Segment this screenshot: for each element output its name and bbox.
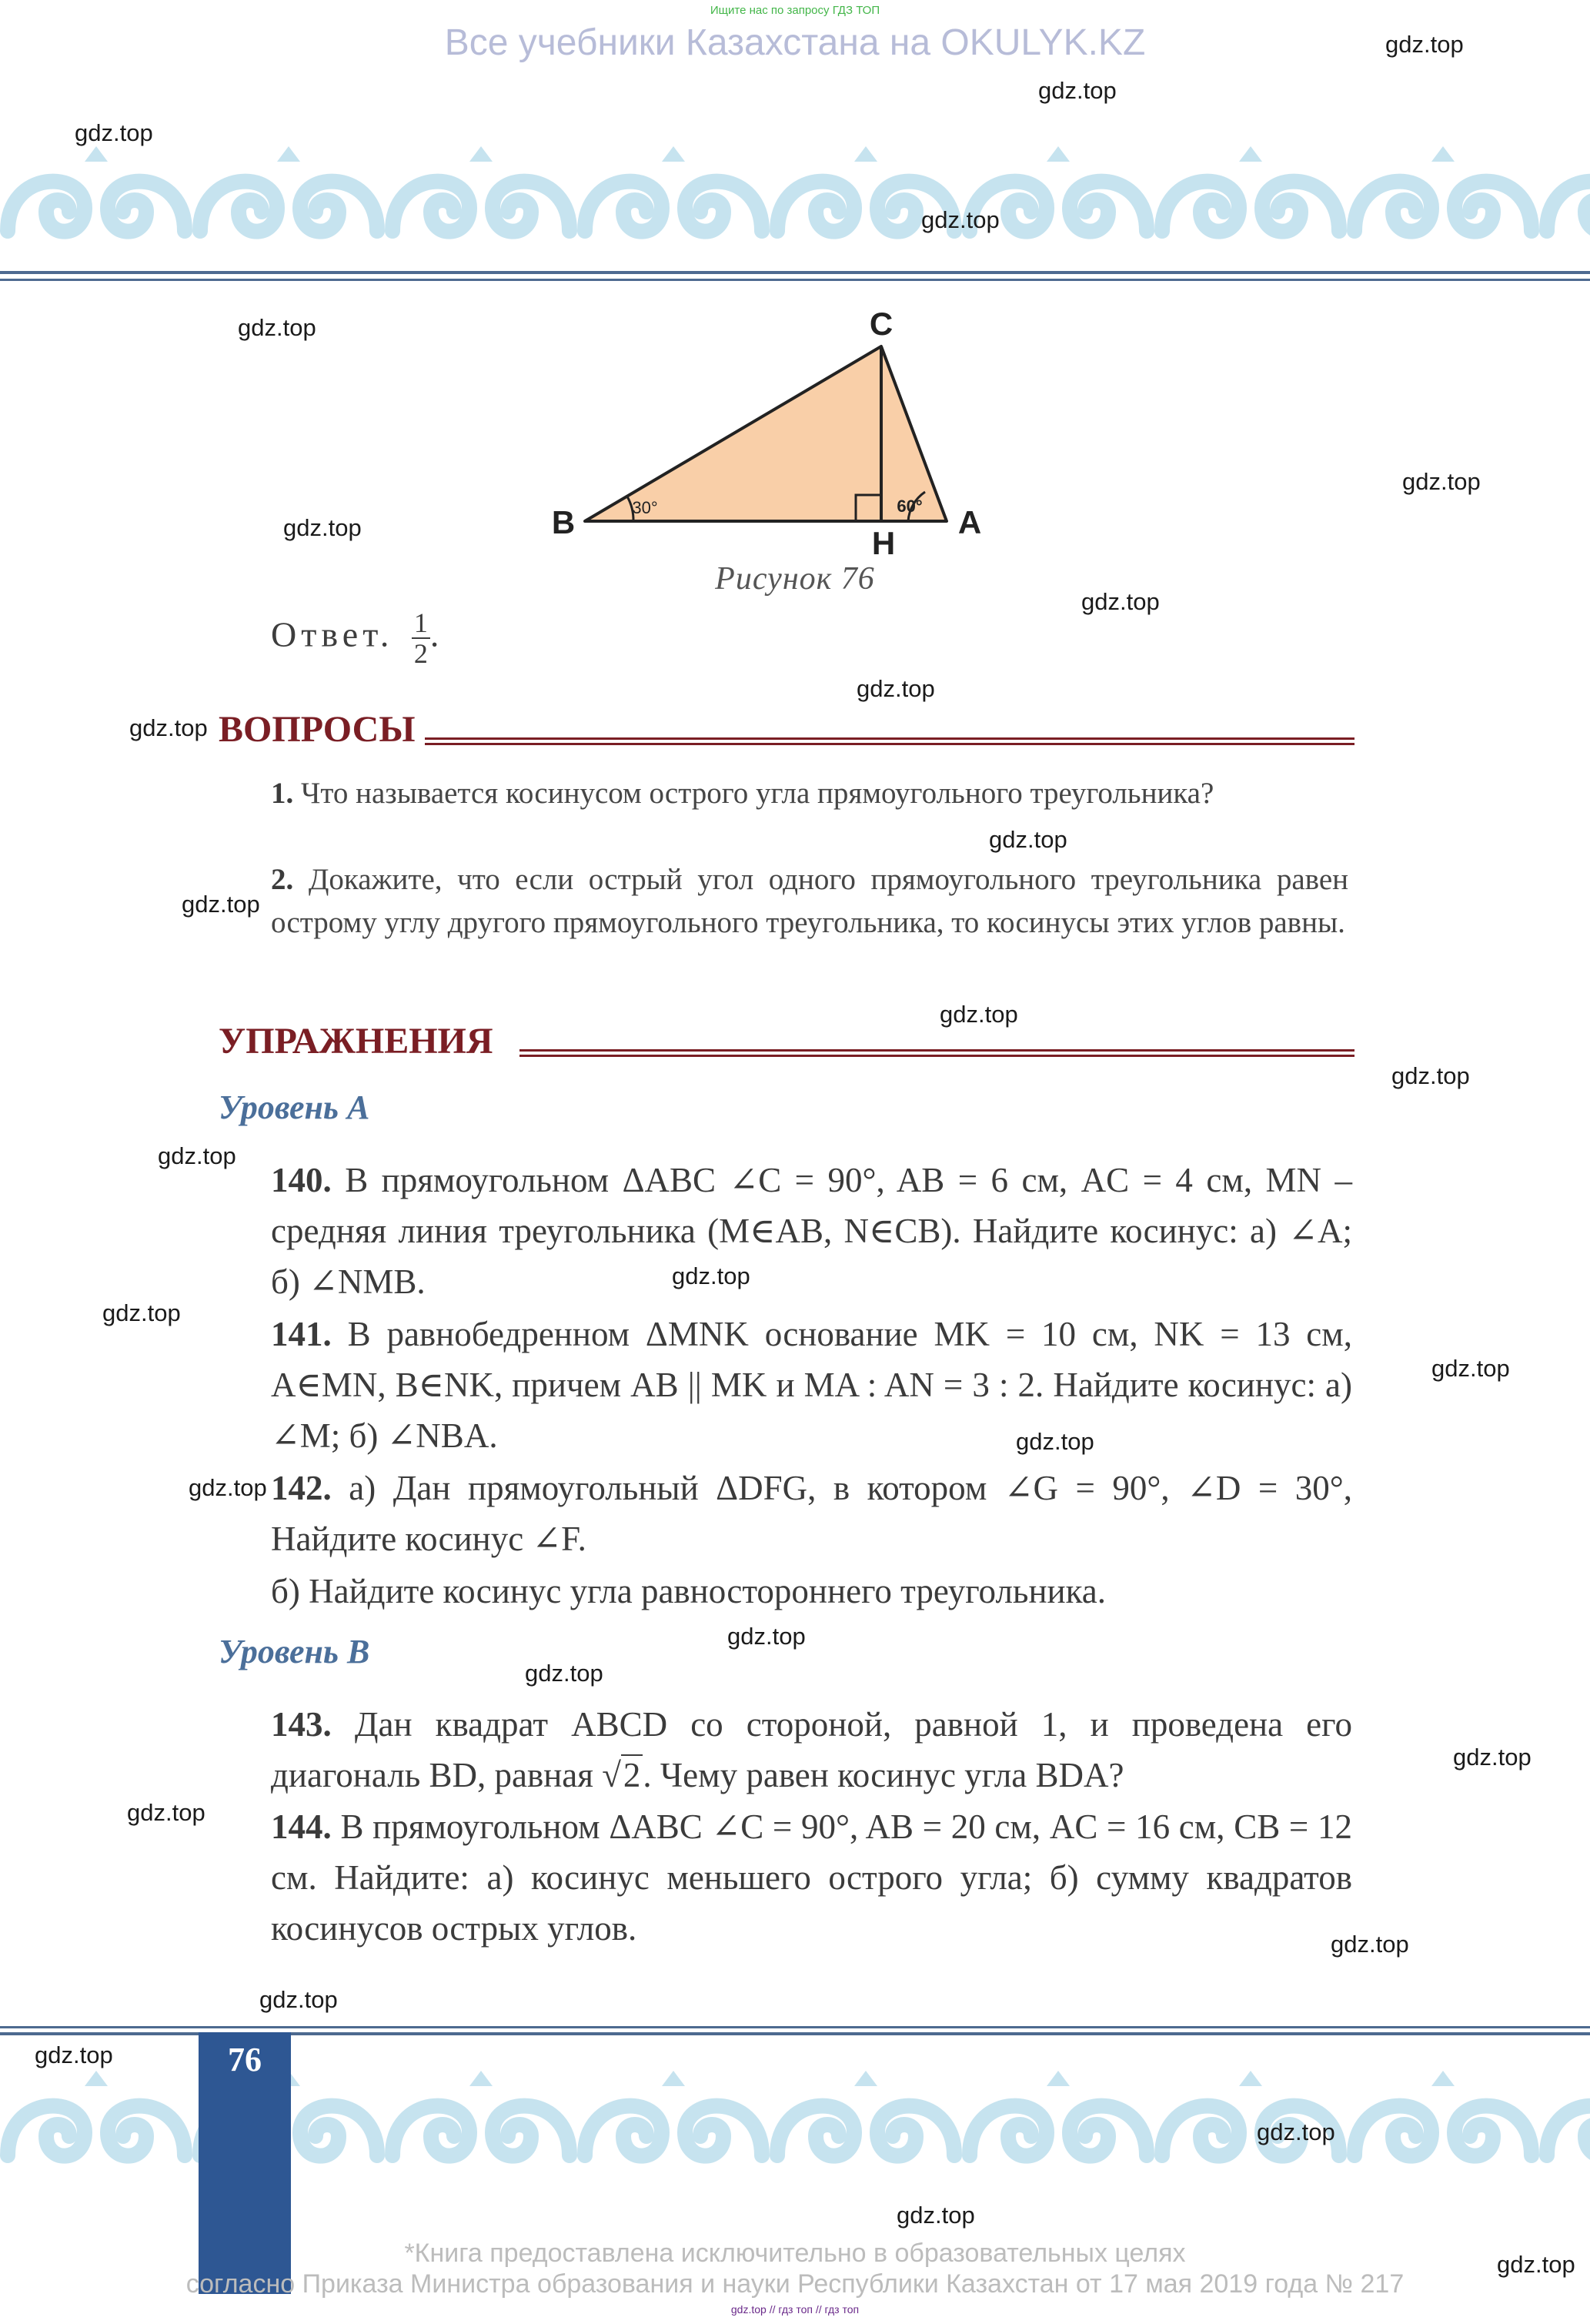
bottom-divider-thin (0, 2026, 1590, 2028)
watermark: gdz.top (672, 1262, 750, 1289)
watermark: gdz.top (75, 119, 153, 146)
sqrt-value: 2 (621, 1754, 643, 1794)
watermark: gdz.top (1431, 1355, 1510, 1382)
label-h: H (871, 525, 896, 561)
top-ornament-band (0, 139, 1590, 269)
site-title: Все учебники Казахстана на OKULYK.KZ (444, 22, 1146, 63)
exercise-140-number: 140. (271, 1161, 332, 1199)
watermark: gdz.top (989, 826, 1067, 853)
angle-b-value: 30° (632, 498, 658, 517)
sqrt-expression: √2 (602, 1754, 643, 1794)
label-c: C (869, 306, 894, 342)
watermark: gdz.top (727, 1623, 806, 1650)
exercises-heading: УПРАЖНЕНИЯ (219, 1021, 493, 1062)
exercise-143 (271, 1699, 1352, 1801)
answer-end: . (429, 614, 444, 654)
watermark: gdz.top (182, 891, 260, 918)
question-2-number: 2. (271, 863, 294, 896)
top-divider-thin (0, 279, 1590, 281)
watermark: gdz.top (1385, 31, 1464, 58)
exercise-143-number: 143. (271, 1705, 332, 1744)
page-number: 76 (228, 2041, 262, 2078)
watermark: gdz.top (129, 714, 208, 741)
watermark: gdz.top (1331, 1931, 1409, 1958)
exercise-141-number: 141. (271, 1315, 332, 1353)
watermark: gdz.top (35, 2041, 113, 2068)
level-a-heading: Уровень А (219, 1088, 370, 1126)
label-b: B (551, 504, 576, 540)
answer-fraction (412, 608, 430, 668)
level-b-heading: Уровень В (219, 1633, 370, 1670)
exercise-144-number: 144. (271, 1807, 332, 1846)
exercise-142-number: 142. (271, 1469, 332, 1507)
question-1-number: 1. (271, 777, 294, 810)
exercise-141-text: В равнобедренном ΔMNK основание MK = 10 см, NK = 13 см, A∈MN, B∈NK, причем AB || MK и MA : AN = 3 : 2. Найдите косинус: а) ∠M; б) ∠NBA. (271, 1315, 1353, 1455)
question-1 (271, 772, 1348, 815)
top-note: Ищите нас по запросу ГДЗ ТОП (710, 4, 880, 17)
watermark: gdz.top (189, 1474, 267, 1501)
footer-line-3: gdz.top // гдз топ // гдз топ (730, 2303, 860, 2316)
watermark: gdz.top (1391, 1062, 1470, 1089)
label-a: A (957, 504, 982, 540)
top-divider (0, 271, 1590, 274)
question-2-text: Докажите, что если острый угол одного прямоугольного треугольника равен острому углу другого прямоугольного треугольника, то косинусы этих углов равны. (271, 863, 1348, 939)
exercise-142-b: б) Найдите косинус угла равностороннего треугольника. (271, 1572, 1107, 1610)
footer-line-2: согласно Приказа Министра образования и науки Республики Казахстан от 17 мая 2019 года № 217 (185, 2269, 1405, 2299)
watermark: gdz.top (1257, 2118, 1335, 2145)
figure-caption: Рисунок 76 (715, 561, 875, 597)
answer (271, 608, 443, 668)
watermark: gdz.top (525, 1660, 603, 1687)
exercise-140-text: В прямоугольном ΔABC ∠C = 90°, AB = 6 см, AC = 4 см, MN – средняя линия треугольника (M∈AB, N∈CB). Найдите косинус: а) ∠A; б) ∠NMB. (271, 1161, 1352, 1301)
question-1-text: Что называется косинусом острого угла прямоугольного треугольника? (301, 777, 1214, 810)
exercise-144 (271, 1801, 1352, 1954)
fraction-numerator: 1 (412, 608, 430, 639)
watermark: gdz.top (102, 1299, 181, 1326)
watermark: gdz.top (283, 514, 362, 541)
exercise-143-end: . Чему равен косинус угла BDA? (643, 1756, 1124, 1794)
triangle-abc (585, 346, 947, 521)
exercise-144-text: В прямоугольном ΔABC ∠C = 90°, AB = 20 см, AC = 16 см, CB = 12 см. Найдите: а) косинус меньшего острого угла; б) сумму квадратов косинусов острых углов. (271, 1807, 1352, 1948)
questions-heading: ВОПРОСЫ (219, 709, 416, 750)
exercise-143-text: Дан квадрат ABCD со стороной, равной 1, и проведена его диагональ BD, равная (271, 1705, 1352, 1794)
exercise-141 (271, 1309, 1352, 1461)
watermark: gdz.top (1081, 588, 1160, 615)
question-2 (271, 858, 1348, 945)
exercise-142-text: а) Дан прямоугольный ΔDFG, в котором ∠G = 90°, ∠D = 30°, Найдите косинус ∠F. (271, 1469, 1352, 1558)
fraction-denominator: 2 (413, 638, 428, 669)
watermark: gdz.top (1402, 468, 1481, 495)
watermark: gdz.top (1453, 1744, 1532, 1771)
angle-a-value: 60° (897, 497, 923, 516)
exercise-140 (271, 1155, 1352, 1307)
watermark: gdz.top (259, 1986, 338, 2013)
watermark: gdz.top (127, 1799, 205, 1826)
watermark: gdz.top (940, 1001, 1018, 1028)
watermark: gdz.top (897, 2202, 975, 2229)
watermark: gdz.top (1497, 2251, 1575, 2278)
watermark: gdz.top (921, 206, 1000, 233)
exercises-rule (519, 1049, 1355, 1057)
watermark: gdz.top (857, 675, 935, 702)
watermark: gdz.top (158, 1142, 236, 1169)
footer-line-1: *Книга предоставлена исключительно в образовательных целях (404, 2239, 1186, 2268)
watermark: gdz.top (1038, 77, 1117, 104)
answer-label: Ответ. (271, 614, 394, 654)
watermark: gdz.top (238, 314, 316, 341)
exercise-142 (271, 1463, 1352, 1564)
questions-rule (425, 737, 1355, 745)
watermark: gdz.top (1016, 1428, 1094, 1455)
